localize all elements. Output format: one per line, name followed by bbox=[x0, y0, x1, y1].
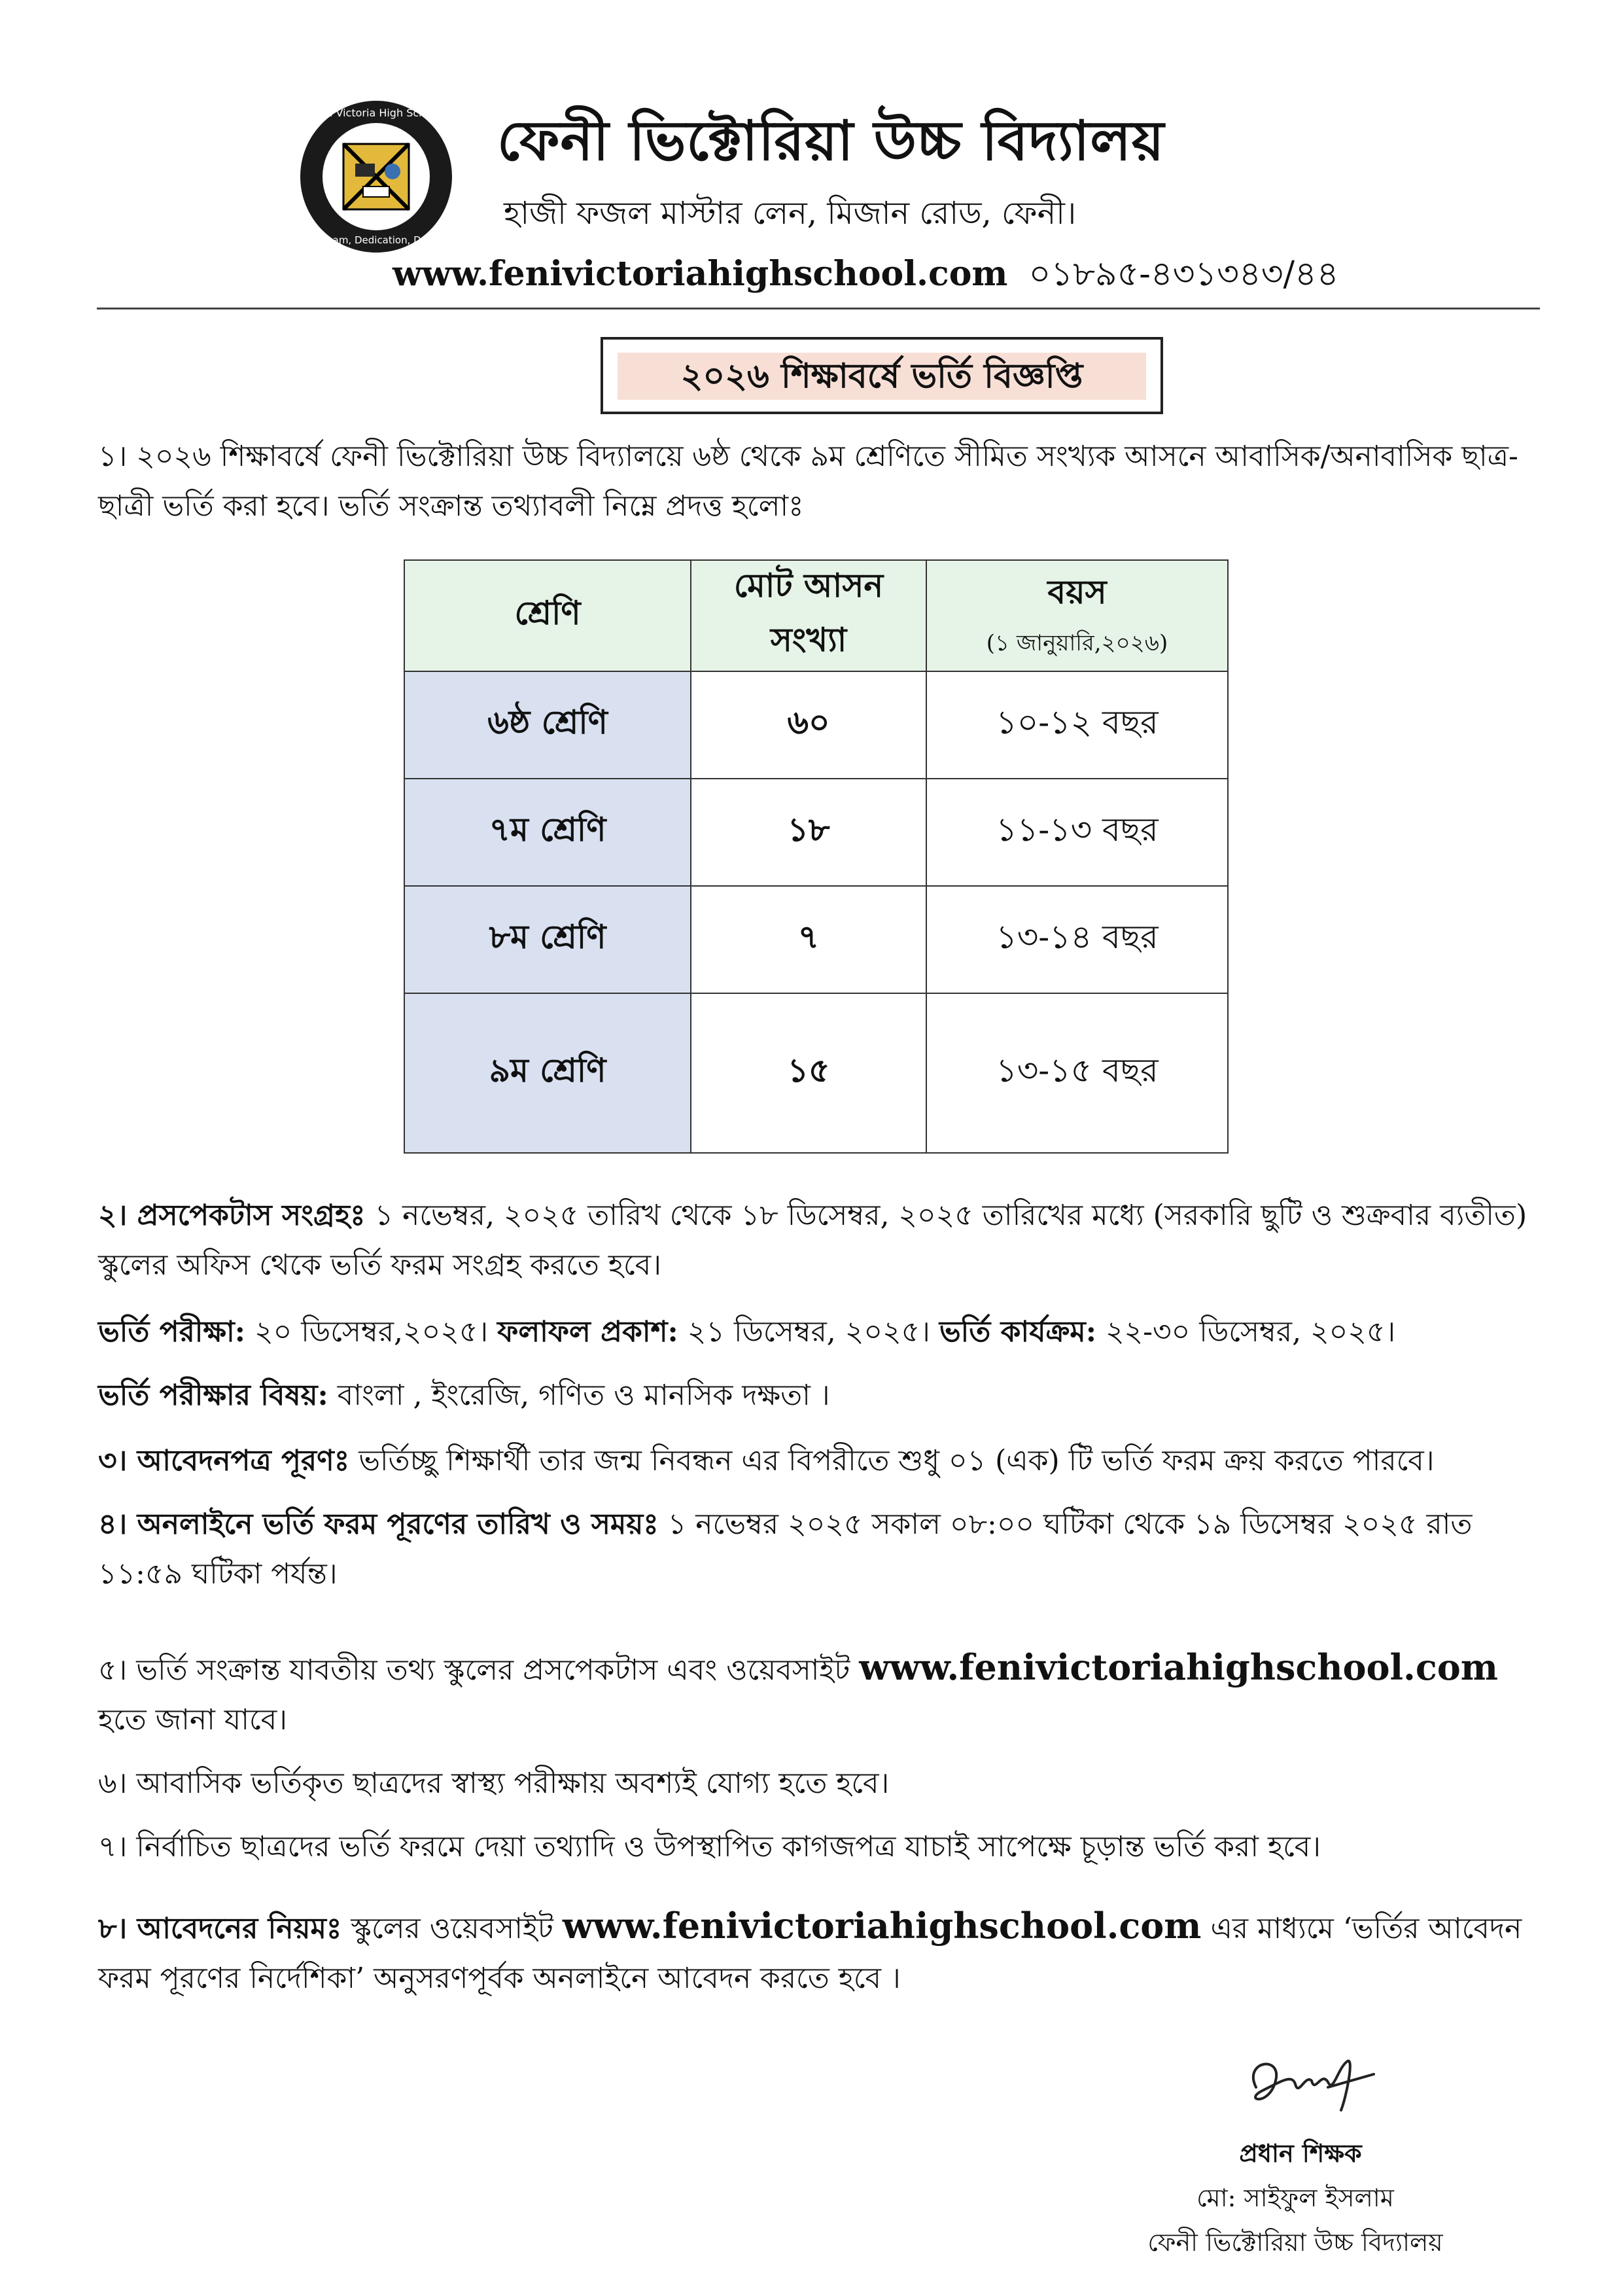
item-apply-rules bbox=[98, 1901, 1537, 2004]
notice-title: ২০২৬ শিক্ষাবর্ষে ভর্তি বিজ্ঞপ্তি bbox=[618, 353, 1146, 400]
result-date: ২১ ডিসেম্বর, ২০২৫। bbox=[687, 1315, 930, 1349]
row-age: ১৩-১৪ বছর bbox=[926, 886, 1228, 993]
item-apply-rules-pre: স্কুলের ওয়েবসাইট bbox=[351, 1912, 553, 1945]
item-apply-rules-post: এর মাধ্যমে ‘ভর্তির আবেদন ফরম পূরণের নির্দেশিকা’ অনুসরণপূর্বক অনলাইনে আবেদন করতে হবে । bbox=[98, 1912, 1522, 1995]
row-seats: ১৫ bbox=[691, 993, 926, 1153]
item-application-text: ভর্তিচ্ছু শিক্ষার্থী তার জন্ম নিবন্ধন এর বিপরীতে শুধু ০১ (এক) টি ভর্তি ফরম ক্রয় করতে পারবে। bbox=[358, 1444, 1435, 1477]
school-address: হাজী ফজল মাস্টার লেন, মিজান রোড, ফেনী। bbox=[504, 195, 1077, 232]
item-application bbox=[98, 1436, 1537, 1486]
row-seats: ১৮ bbox=[691, 779, 926, 886]
item-subjects bbox=[98, 1371, 1537, 1421]
header-contact-line bbox=[393, 247, 1374, 304]
item-prospectus bbox=[98, 1191, 1537, 1290]
row-age: ১০-১২ বছর bbox=[926, 671, 1228, 779]
row-age: ১১-১৩ বছর bbox=[926, 779, 1228, 886]
header-class: শ্রেণি bbox=[404, 560, 691, 671]
row-seats: ৭ bbox=[691, 886, 926, 993]
logo-motto: Dream, Dedication, Duty bbox=[315, 234, 437, 246]
subjects-text: বাংলা , ইংরেজি, গণিত ও মানসিক দক্ষতা । bbox=[337, 1379, 830, 1412]
header-seats: মোট আসন সংখ্যা bbox=[691, 560, 926, 671]
item-application-label: ৩। আবেদনপত্র পূরণঃ bbox=[98, 1444, 350, 1477]
intro-paragraph: ১। ২০২৬ শিক্ষাবর্ষে ফেনী ভিক্টোরিয়া উচ্চ বিদ্যালয়ে ৬ষ্ঠ থেকে ৯ম শ্রেণিতে সীমিত সংখ্যক আসনে আবাসিক/অনাবাসিক ছাত্র-ছাত্রী ভর্তি করা হবে। ভর্তি সংক্রান্ত তথ্যাবলী নিম্নে প্রদত্ত হলোঃ bbox=[98, 440, 1518, 523]
admission-date: ২২-৩০ ডিসেম্বর, ২০২৫। bbox=[1105, 1315, 1396, 1349]
row-seats: ৬০ bbox=[691, 671, 926, 779]
table-row bbox=[404, 779, 1228, 886]
header-age-note: (১ জানুয়ারি,২০২৬) bbox=[986, 630, 1168, 656]
row-class: ৭ম শ্রেণি bbox=[404, 779, 691, 886]
item-online-form-label: ৪। অনলাইনে ভর্তি ফরম পূরণের তারিখ ও সময়ঃ bbox=[98, 1508, 659, 1541]
item-verification: ৭। নির্বাচিত ছাত্রদের ভর্তি ফরমে দেয়া তথ্যাদি ও উপস্থাপিত কাগজপত্র যাচাই সাপেক্ষে চূড়ান্ত ভর্তি করা হবে। bbox=[98, 1830, 1321, 1863]
item-prospectus-label: ২। প্রসপেকটাস সংগ্রহঃ bbox=[98, 1199, 366, 1232]
header-age bbox=[926, 560, 1228, 671]
admission-label: ভর্তি কার্যক্রম: bbox=[939, 1315, 1096, 1349]
item-info-website-link[interactable]: www.fenivictoriahighschool.com bbox=[859, 1646, 1498, 1688]
school-logo bbox=[298, 98, 455, 255]
result-label: ফলাফল প্রকাশ: bbox=[497, 1315, 678, 1349]
item-prospectus-text: ১ নভেম্বর, ২০২৫ তারিখ থেকে ১৮ ডিসেম্বর, ২০২৫ তারিখের মধ্যে (সরকারি ছুটি ও শুক্রবার ব্যতীত) স্কুলের অফিস থেকে ভর্তি ফরম সংগ্রহ করতে হবে। bbox=[98, 1199, 1527, 1282]
item-info bbox=[98, 1642, 1537, 1745]
school-name: ফেনী ভিক্টোরিয়া উচ্চ বিদ্যালয় bbox=[497, 108, 1165, 173]
exam-date: ২০ ডিসেম্বর,২০২৫। bbox=[254, 1315, 489, 1349]
item-apply-rules-label: ৮। আবেদনের নিয়মঃ bbox=[98, 1912, 342, 1945]
item-info-pre: ৫। ভর্তি সংক্রান্ত যাবতীয় তথ্য স্কুলের প্রসপেকটাস এবং ওয়েবসাইট bbox=[98, 1653, 850, 1687]
header-divider bbox=[97, 308, 1540, 309]
logo-text: Feni Victoria High School bbox=[311, 107, 442, 119]
table-row bbox=[404, 993, 1228, 1153]
notice-title-box bbox=[601, 337, 1163, 414]
signature-title: প্রধান শিক্ষক bbox=[1239, 2138, 1362, 2168]
item-health: ৬। আবাসিক ভর্তিকৃত ছাত্রদের স্বাস্থ্য পরীক্ষায় অবশ্যই যোগ্য হতে হবে। bbox=[98, 1767, 890, 1800]
header-age-label: বয়স bbox=[1047, 573, 1107, 611]
subjects-label: ভর্তি পরীক্ষার বিষয়: bbox=[98, 1379, 328, 1412]
header-phone: ০১৮৯৫-৪৩১৩৪৩/৪৪ bbox=[1028, 255, 1339, 294]
item-apply-rules-website-link[interactable]: www.fenivictoriahighschool.com bbox=[562, 1905, 1202, 1947]
row-class: ৯ম শ্রেণি bbox=[404, 993, 691, 1153]
exam-label: ভর্তি পরীক্ষা: bbox=[98, 1315, 246, 1349]
table-header-row bbox=[404, 560, 1228, 671]
row-class: ৬ষ্ঠ শ্রেণি bbox=[404, 671, 691, 779]
item-dates bbox=[98, 1307, 1537, 1357]
signature-image bbox=[1230, 2035, 1400, 2127]
row-class: ৮ম শ্রেণি bbox=[404, 886, 691, 993]
table-row bbox=[404, 671, 1228, 779]
item-online-form bbox=[98, 1500, 1537, 1599]
header-website-link[interactable]: www.fenivictoriahighschool.com bbox=[393, 254, 1008, 294]
table-row bbox=[404, 886, 1228, 993]
row-age: ১৩-১৫ বছর bbox=[926, 993, 1228, 1153]
item-info-post: হতে জানা যাবে। bbox=[98, 1703, 287, 1737]
admission-seats-table bbox=[404, 559, 1229, 1154]
signature-name: মো: সাইফুল ইসলাম bbox=[1196, 2183, 1394, 2212]
item-online-form-text: ১ নভেম্বর ২০২৫ সকাল ০৮:০০ ঘটিকা থেকে ১৯ ডিসেম্বর ২০২৫ রাত ১১:৫৯ ঘটিকা পর্যন্ত। bbox=[98, 1508, 1473, 1591]
signature-school: ফেনী ভিক্টোরিয়া উচ্চ বিদ্যালয় bbox=[1147, 2228, 1443, 2257]
